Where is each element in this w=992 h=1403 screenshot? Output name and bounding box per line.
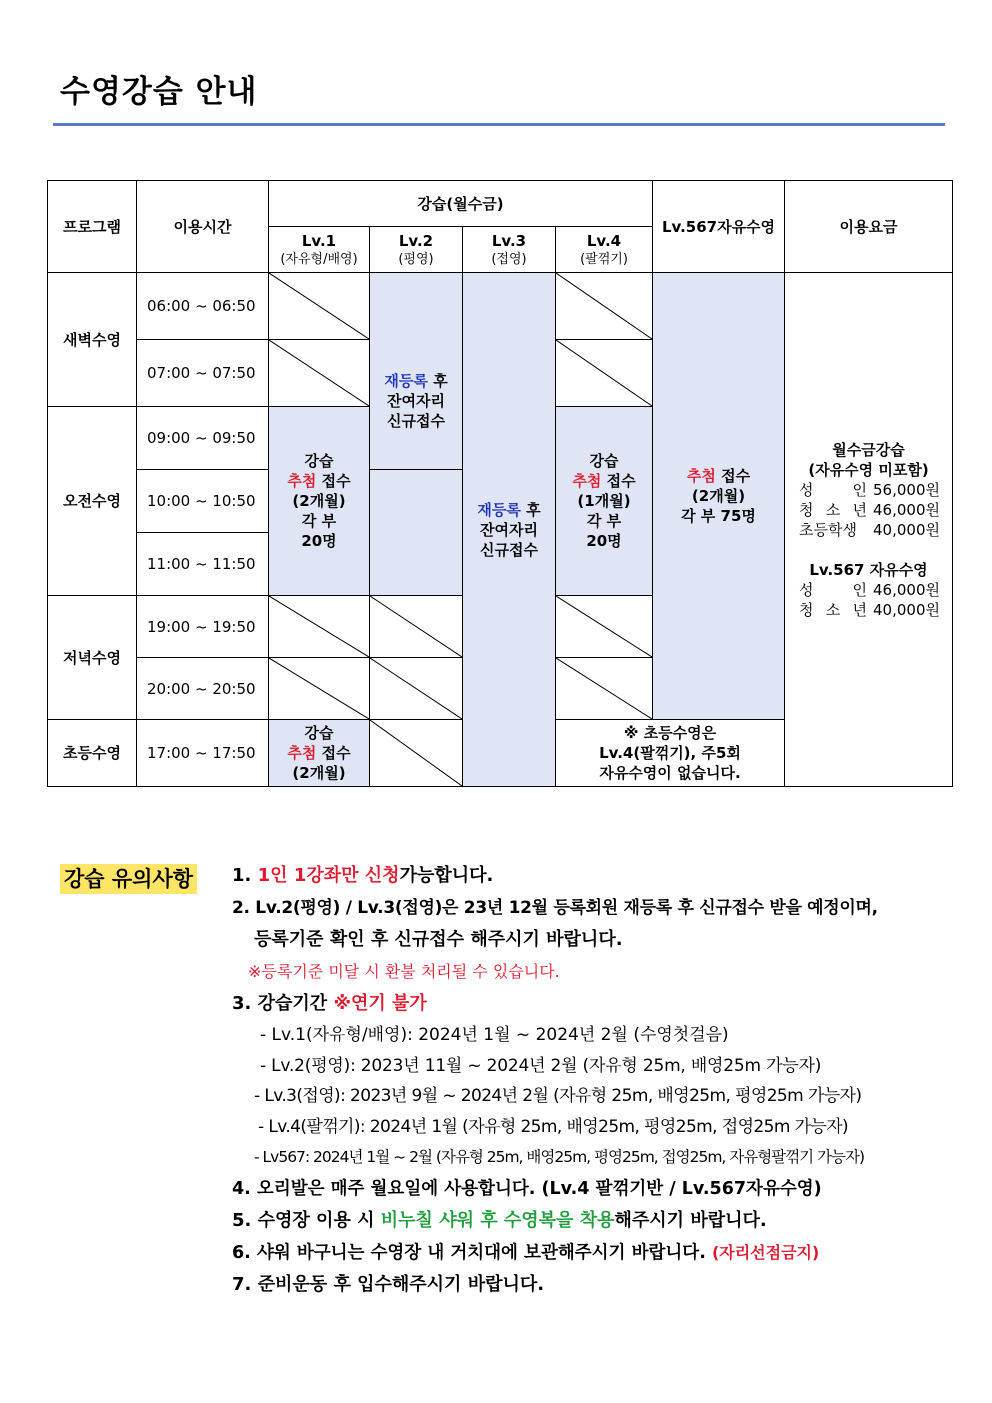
empty-cell — [269, 340, 370, 407]
note-2: 2. Lv.2(평영) / Lv.3(접영)은 23년 12월 등록회원 재등록 후 신규접수 받을 예정이며, — [232, 898, 878, 918]
notes-label: 강습 유의사항 — [60, 864, 197, 894]
time-slot: 10:00 ~ 10:50 — [137, 470, 269, 533]
page-title: 수영강습 안내 — [60, 74, 258, 110]
time-slot: 11:00 ~ 11:50 — [137, 533, 269, 596]
lv3-rereg-cell: 재등록 후 잔여자리 신규접수 — [463, 273, 556, 787]
header-lv3: Lv.3 (접영) — [463, 227, 556, 273]
period-lv1: - Lv.1(자유형/배영): 2024년 1월 ~ 2024년 2월 (수영첫걸음) — [260, 1025, 729, 1045]
time-slot: 20:00 ~ 20:50 — [137, 658, 269, 720]
time-slot: 09:00 ~ 09:50 — [137, 407, 269, 470]
lv4-morning-cell: 강습 추첨 접수 (1개월) 각 부 20명 — [556, 407, 653, 596]
lv2-rereg-continued — [370, 470, 463, 596]
program-dawn: 새벽수영 — [48, 273, 137, 407]
header-program: 프로그램 — [48, 181, 137, 273]
empty-cell — [269, 596, 370, 658]
notes-list — [232, 860, 932, 1301]
empty-cell — [556, 596, 653, 658]
header-fee: 이용요금 — [785, 181, 953, 273]
time-slot: 19:00 ~ 19:50 — [137, 596, 269, 658]
lv2-rereg-cell: 재등록 후 잔여자리 신규접수 — [370, 273, 463, 470]
kids-lv1-cell: 강습 추첨 접수 (2개월) — [269, 720, 370, 787]
header-lesson: 강습(월수금) — [269, 181, 653, 227]
time-slot: 07:00 ~ 07:50 — [137, 340, 269, 407]
empty-cell — [370, 596, 463, 658]
note-2-warning: ※등록기준 미달 시 환불 처리될 수 있습니다. — [248, 962, 560, 981]
program-evening: 저녁수영 — [48, 596, 137, 720]
header-lv2: Lv.2 (평영) — [370, 227, 463, 273]
empty-cell — [370, 658, 463, 720]
note-4: 4. 오리발은 매주 월요일에 사용합니다. (Lv.4 팔꺾기반 / Lv.567자유수영) — [232, 1178, 822, 1199]
kids-note-cell: ※ 초등수영은 Lv.4(팔꺾기), 주5회 자유수영이 없습니다. — [556, 720, 785, 787]
note-2-line2: 등록기준 확인 후 신규접수 해주시기 바랍니다. — [254, 929, 623, 950]
header-free-swim: Lv.567자유수영 — [653, 181, 785, 273]
schedule-table — [47, 180, 953, 787]
program-morning: 오전수영 — [48, 407, 137, 596]
note-6: 6. 샤워 바구니는 수영장 내 거치대에 보관해주시기 바랍니다. (자리선점금지) — [232, 1242, 820, 1263]
note-3: 3. 강습기간 ※연기 불가 — [232, 993, 427, 1014]
lv1-morning-cell: 강습 추첨 접수 (2개월) 각 부 20명 — [269, 407, 370, 596]
empty-cell — [556, 658, 653, 720]
empty-cell — [269, 658, 370, 720]
note-5: 5. 수영장 이용 시 비누칠 샤워 후 수영복을 착용해주시기 바랍니다. — [232, 1209, 767, 1231]
program-kids: 초등수영 — [48, 720, 137, 787]
time-slot: 17:00 ~ 17:50 — [137, 720, 269, 787]
note-7: 7. 준비운동 후 입수해주시기 바랍니다. — [232, 1273, 545, 1295]
empty-cell — [556, 273, 653, 340]
header-time: 이용시간 — [137, 181, 269, 273]
empty-cell — [269, 273, 370, 340]
period-lv4: - Lv.4(팔꺾기): 2024년 1월 (자유형 25m, 배영25m, 평영25m, 접영25m 가능자) — [258, 1116, 849, 1137]
fee-cell: 월수금강습 (자유수영 미포함) 성 인 56,000원 청 소 년 46,000원 초등학생 40,000원 Lv.567 자유수영 성 인 46,000원 청 소 년 40,000원 — [785, 273, 953, 787]
header-lv4: Lv.4 (팔꺾기) — [556, 227, 653, 273]
title-underline — [53, 123, 945, 126]
period-lv567: - Lv567: 2024년 1월 ~ 2월 (자유형 25m, 배영25m, 평영25m, 접영25m, 자유형팔꺾기 가능자) — [254, 1148, 865, 1166]
period-lv3: - Lv.3(접영): 2023년 9월 ~ 2024년 2월 (자유형 25m, 배영25m, 평영25m 가능자) — [254, 1086, 862, 1106]
header-lv1: Lv.1 (자유형/배영) — [269, 227, 370, 273]
time-slot: 06:00 ~ 06:50 — [137, 273, 269, 340]
note-1: 1. 1인 1강좌만 신청가능합니다. — [232, 865, 494, 886]
empty-cell — [370, 720, 463, 787]
empty-cell — [556, 340, 653, 407]
free-swim-cell: 추첨 접수 (2개월) 각 부 75명 — [653, 273, 785, 720]
period-lv2: - Lv.2(평영): 2023년 11월 ~ 2024년 2월 (자유형 25m, 배영25m 가능자) — [260, 1055, 822, 1076]
